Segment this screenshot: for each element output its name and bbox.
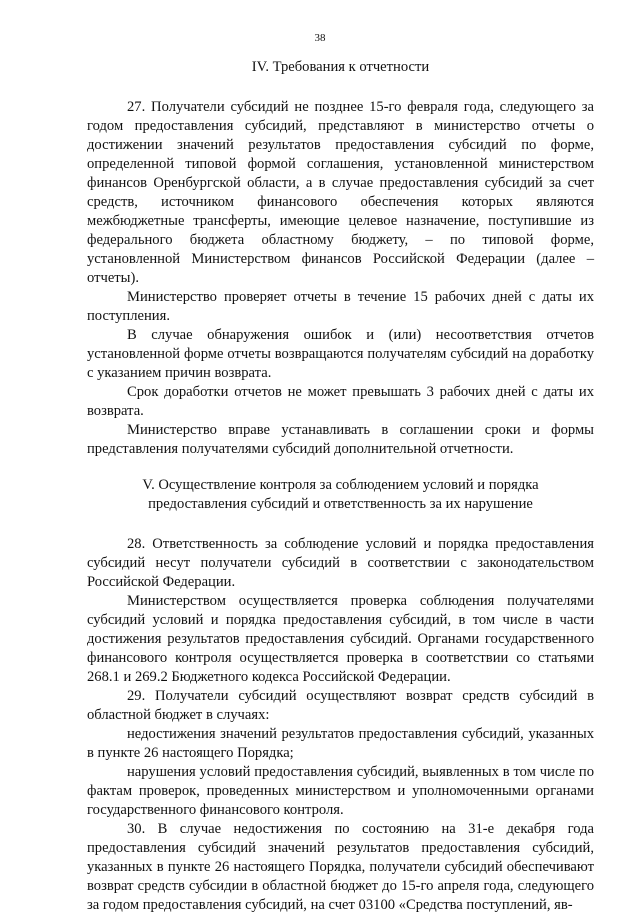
section-5-heading: [87, 476, 594, 514]
paragraph-additional-reporting: Министерство вправе устанавливать в соглашении сроки и формы представления получателями субсидий дополнительной отчетности.: [87, 422, 594, 457]
page-number: 38: [314, 32, 326, 44]
paragraph-28: 28. Ответственность за соблюдение условий и порядка предоставления субсидий несут получатели субсидий в соответствии с законодательством Российской Федерации.: [87, 536, 594, 590]
section-5-heading-line-2: предоставления субсидий и ответственность за их нарушение: [148, 496, 533, 512]
paragraph-30: 30. В случае недостижения по состоянию на 31-е декабря года предоставления субсидий значений результатов предоставления субсидий, указанных в пункте 26 настоящего Порядка, получатели субсидий обеспечивают возврат средств субсидии в областной бюджет до 15-го апреля года, следующего за годом предоставления субсидий, на счет 03100 «Средства поступлений, яв-: [87, 821, 594, 913]
section-4-heading: IV. Требования к отчетности: [251, 59, 430, 75]
paragraph-27: 27. Получатели субсидий не позднее 15-го февраля года, следующего за годом предоставления субсидий, представляют в министерство отчеты о достижении значений результатов предоставления субсидий по форме, определенной типовой формой соглашения, установленной министерством финансов Оренбургской области, а в случае предоставления субсидий за счет средств, источником финансового обеспечения которых являются межбюджетные трансферты, имеющие целевое назначение, поступившие из федерального бюджета областному бюджету, – по типовой форме, установленной Министерством финансов Российской Федерации (далее – отчеты).: [87, 99, 594, 286]
paragraph-control-check: Министерством осуществляется проверка соблюдения получателями субсидий условий и порядка предоставления субсидий, в том числе в части достижения результатов предоставления субсидий. Органами государственного финансового контроля осуществляется проверка в соответствии со статьями 268.1 и 269.2 Бюджетного кодекса Российской Федерации.: [87, 593, 594, 685]
paragraph-29: 29. Получатели субсидий осуществляют возврат средств субсидий в областной бюджет в случаях:: [87, 688, 594, 723]
paragraph-revision-term: Срок доработки отчетов не может превышать 3 рабочих дней с даты их возврата.: [87, 384, 594, 419]
section-5-heading-line-1: V. Осуществление контроля за соблюдением условий и порядка: [142, 477, 539, 493]
paragraph-report-errors: В случае обнаружения ошибок и (или) несоответствия отчетов установленной форме отчеты возвращаются получателям субсидий на доработку с указанием причин возврата.: [87, 327, 594, 381]
paragraph-case-non-achievement: недостижения значений результатов предоставления субсидий, указанных в пункте 26 настоящего Порядка;: [87, 726, 594, 761]
paragraph-report-check: Министерство проверяет отчеты в течение 15 рабочих дней с даты их поступления.: [87, 289, 594, 324]
paragraph-case-violation: нарушения условий предоставления субсидий, выявленных в том числе по фактам проверок, проведенных министерством и уполномоченными органами государственного финансового контроля.: [87, 764, 594, 818]
document-body: [87, 58, 594, 915]
